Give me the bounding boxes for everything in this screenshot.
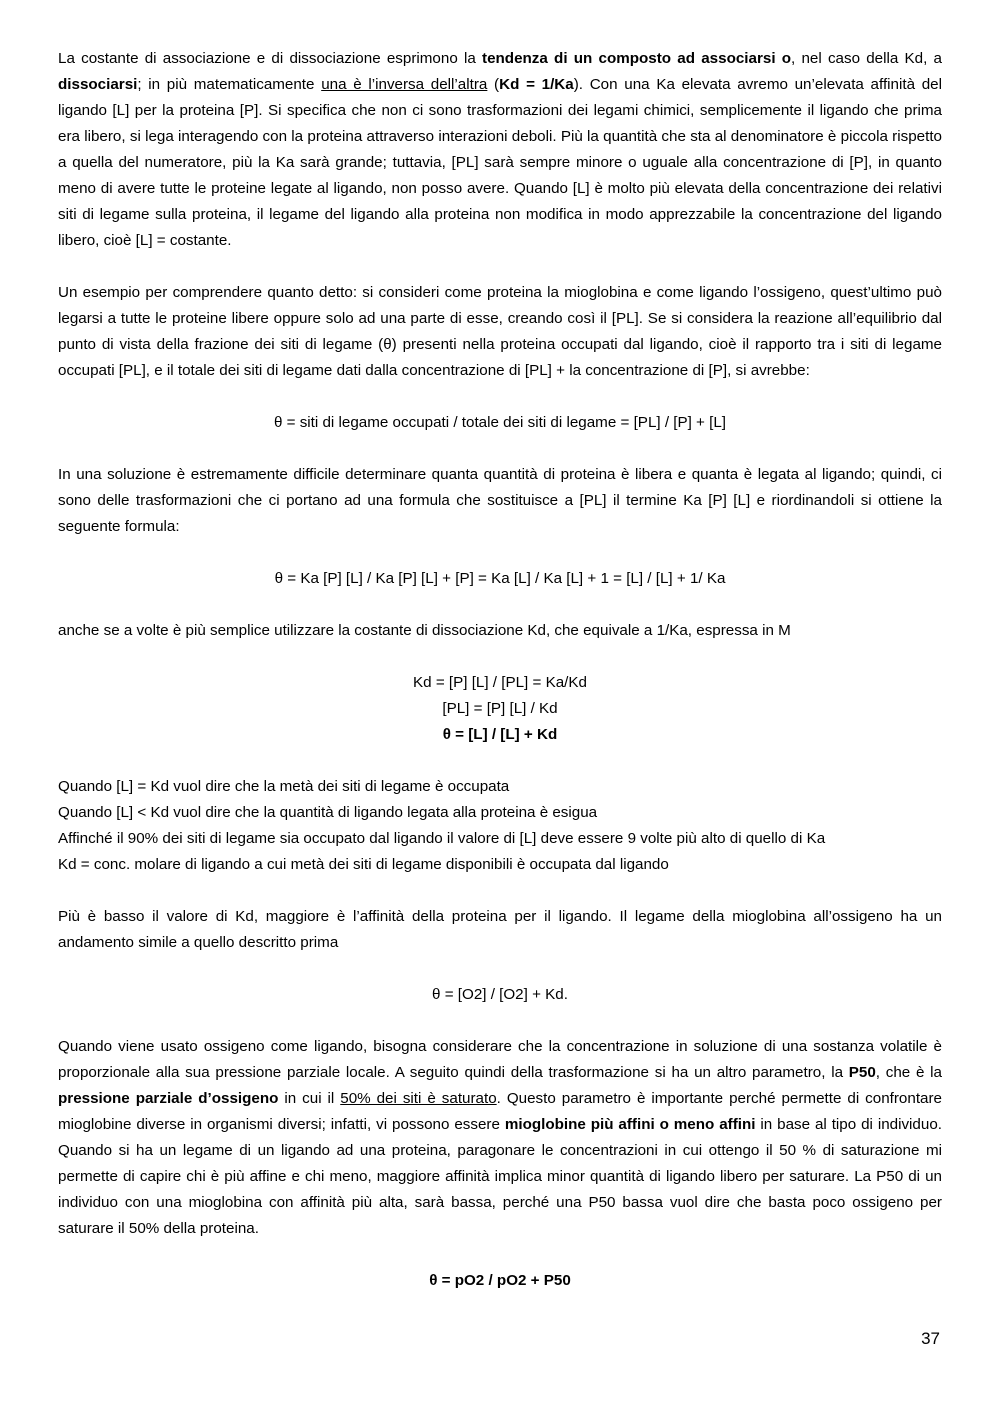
formula-theta-definition: θ = siti di legame occupati / totale dei siti di legame = [PL] / [P] + [L] — [273, 414, 727, 431]
underlined-text: 50% dei siti è saturato — [340, 1090, 497, 1107]
text-span: in base al tipo di individuo. Quando si ha un legame di un ligando ad una proteina, paragonare le concentrazioni in cui ottengo il 50 % di saturazione mi permette di capire chi è più affine e chi meno, maggiore affinità implica minor quantità di ligando libero per saturare. La P50 di un individuo con una mioglobina con affinità più alta, sarà bassa, perché una P50 bassa vuol dire che basta poco ossigeno per saturare il 50% della proteina. — [58, 1116, 942, 1237]
text-span: , nel caso della Kd, a — [791, 50, 942, 67]
kd-notes-list — [58, 774, 942, 878]
note-line: Kd = conc. molare di ligando a cui metà dei siti di legame disponibili è occupata dal ligando — [58, 856, 669, 873]
bold-text: pressione parziale d’ossigeno — [58, 1090, 279, 1107]
text-span: ). Con una Ka elevata avremo un’elevata affinità del ligando [L] per la proteina [P]. Si specifica che non ci sono trasformazioni dei legami chimici, semplicemente il ligando che prima era libero, si lega interagendo con la proteina attraverso interazioni deboli. Più la quantità che sta al denominatore è piccola rispetto a quella del numeratore, più la Ka sarà grande; tuttavia, [PL] sarà sempre minore o uguale alla concentrazione di [P], in quanto meno di avere tutte le proteine legate al ligando, non posso avere. Quando [L] è molto più elevata della concentrazione dei relativi siti di legame sulla proteina, il legame del ligando alla proteina non modifica in modo apprezzabile la concentrazione del ligando libero, cioè [L] = costante. — [58, 76, 942, 249]
text-span: Quando viene usato ossigeno come ligando, bisogna considerare che la concentrazione in soluzione di una sostanza volatile è proporzionale alla sua pressione parziale locale. A seguito quindi della trasformazione si ha un altro parametro, la — [58, 1038, 942, 1081]
bold-text: dissociarsi — [58, 76, 138, 93]
text-span: ; in più matematicamente — [137, 76, 322, 93]
text-span: . Questo parametro è importante perché permette di confrontare mioglobine diverse in organismi diversi; infatti, vi possono essere — [58, 1090, 942, 1133]
paragraph-myoglobin-example: Un esempio per comprendere quanto detto: si consideri come proteina la mioglobina e come ligando l’ossigeno, quest’ultimo può legarsi a tutte le proteine libere oppure solo ad una parte di esse, creando così il [PL]. Se si considera la reazione all’equilibrio dal punto di vista della frazione dei siti di legame (θ) presenti nella proteina occupati dal ligando, cioè il rapporto tra i siti di legame occupati [PL], e il totale dei siti di legame dati dalla concentrazione di [PL] + la concentrazione di [P], si avrebbe: — [58, 284, 942, 379]
formula-kd-block — [58, 670, 942, 748]
bold-text: tendenza di un composto ad associarsi o — [482, 50, 792, 67]
note-line: Quando [L] < Kd vuol dire che la quantità di ligando legata alla proteina è esigua — [58, 804, 598, 821]
formula-theta-ka: θ = Ka [P] [L] / Ka [P] [L] + [P] = Ka [L] / Ka [L] + 1 = [L] / [L] + 1/ Ka — [274, 570, 726, 587]
note-line: Quando [L] = Kd vuol dire che la metà dei siti di legame è occupata — [58, 778, 510, 795]
paragraph-kd-intro: anche se a volte è più semplice utilizzare la costante di dissociazione Kd, che equivale a 1/Ka, espressa in M — [58, 622, 791, 639]
text-span: , che è la — [875, 1064, 942, 1081]
formula-pl-line: [PL] = [P] [L] / Kd — [442, 700, 558, 717]
text-span: ( — [487, 76, 500, 93]
formula-theta-kd-line — [58, 722, 942, 748]
bold-text: P50 — [848, 1064, 876, 1081]
text-span: in cui il — [278, 1090, 341, 1107]
bold-text: Kd = 1/Ka — [499, 76, 574, 93]
paragraph-p50 — [58, 1034, 942, 1242]
paragraph-solution-difficulty: In una soluzione è estremamente difficile determinare quanta quantità di proteina è libera e quanta è legata al ligando; quindi, ci sono delle trasformazioni che ci portano ad una formula che sostituisce a [PL] il termine Ka [P] [L] e riordinandoli si ottiene la seguente formula: — [58, 466, 942, 535]
underlined-text: una è l’inversa dell’altra — [321, 76, 488, 93]
formula-kd-line: Kd = [P] [L] / [PL] = Ka/Kd — [413, 674, 587, 691]
page-content — [58, 46, 942, 1320]
bold-text: mioglobine più affini o meno affini — [504, 1116, 756, 1133]
text-span: La costante di associazione e di dissociazione esprimono la — [58, 50, 483, 67]
bold-formula: θ = pO2 / pO2 + P50 — [429, 1272, 571, 1289]
note-line: Affinché il 90% dei siti di legame sia occupato dal ligando il valore di [L] deve essere 9 volte più alto di quello di Ka — [58, 830, 826, 847]
formula-theta-o2: θ = [O2] / [O2] + Kd. — [432, 986, 568, 1003]
page-number: 37 — [921, 1329, 940, 1348]
bold-formula: θ = [L] / [L] + Kd — [442, 726, 558, 743]
formula-theta-p50 — [58, 1268, 942, 1294]
paragraph-kd-affinity: Più è basso il valore di Kd, maggiore è l’affinità della proteina per il ligando. Il legame della mioglobina all’ossigeno ha un andamento simile a quello descritto prima — [58, 908, 942, 951]
paragraph-association-constants — [58, 46, 942, 254]
